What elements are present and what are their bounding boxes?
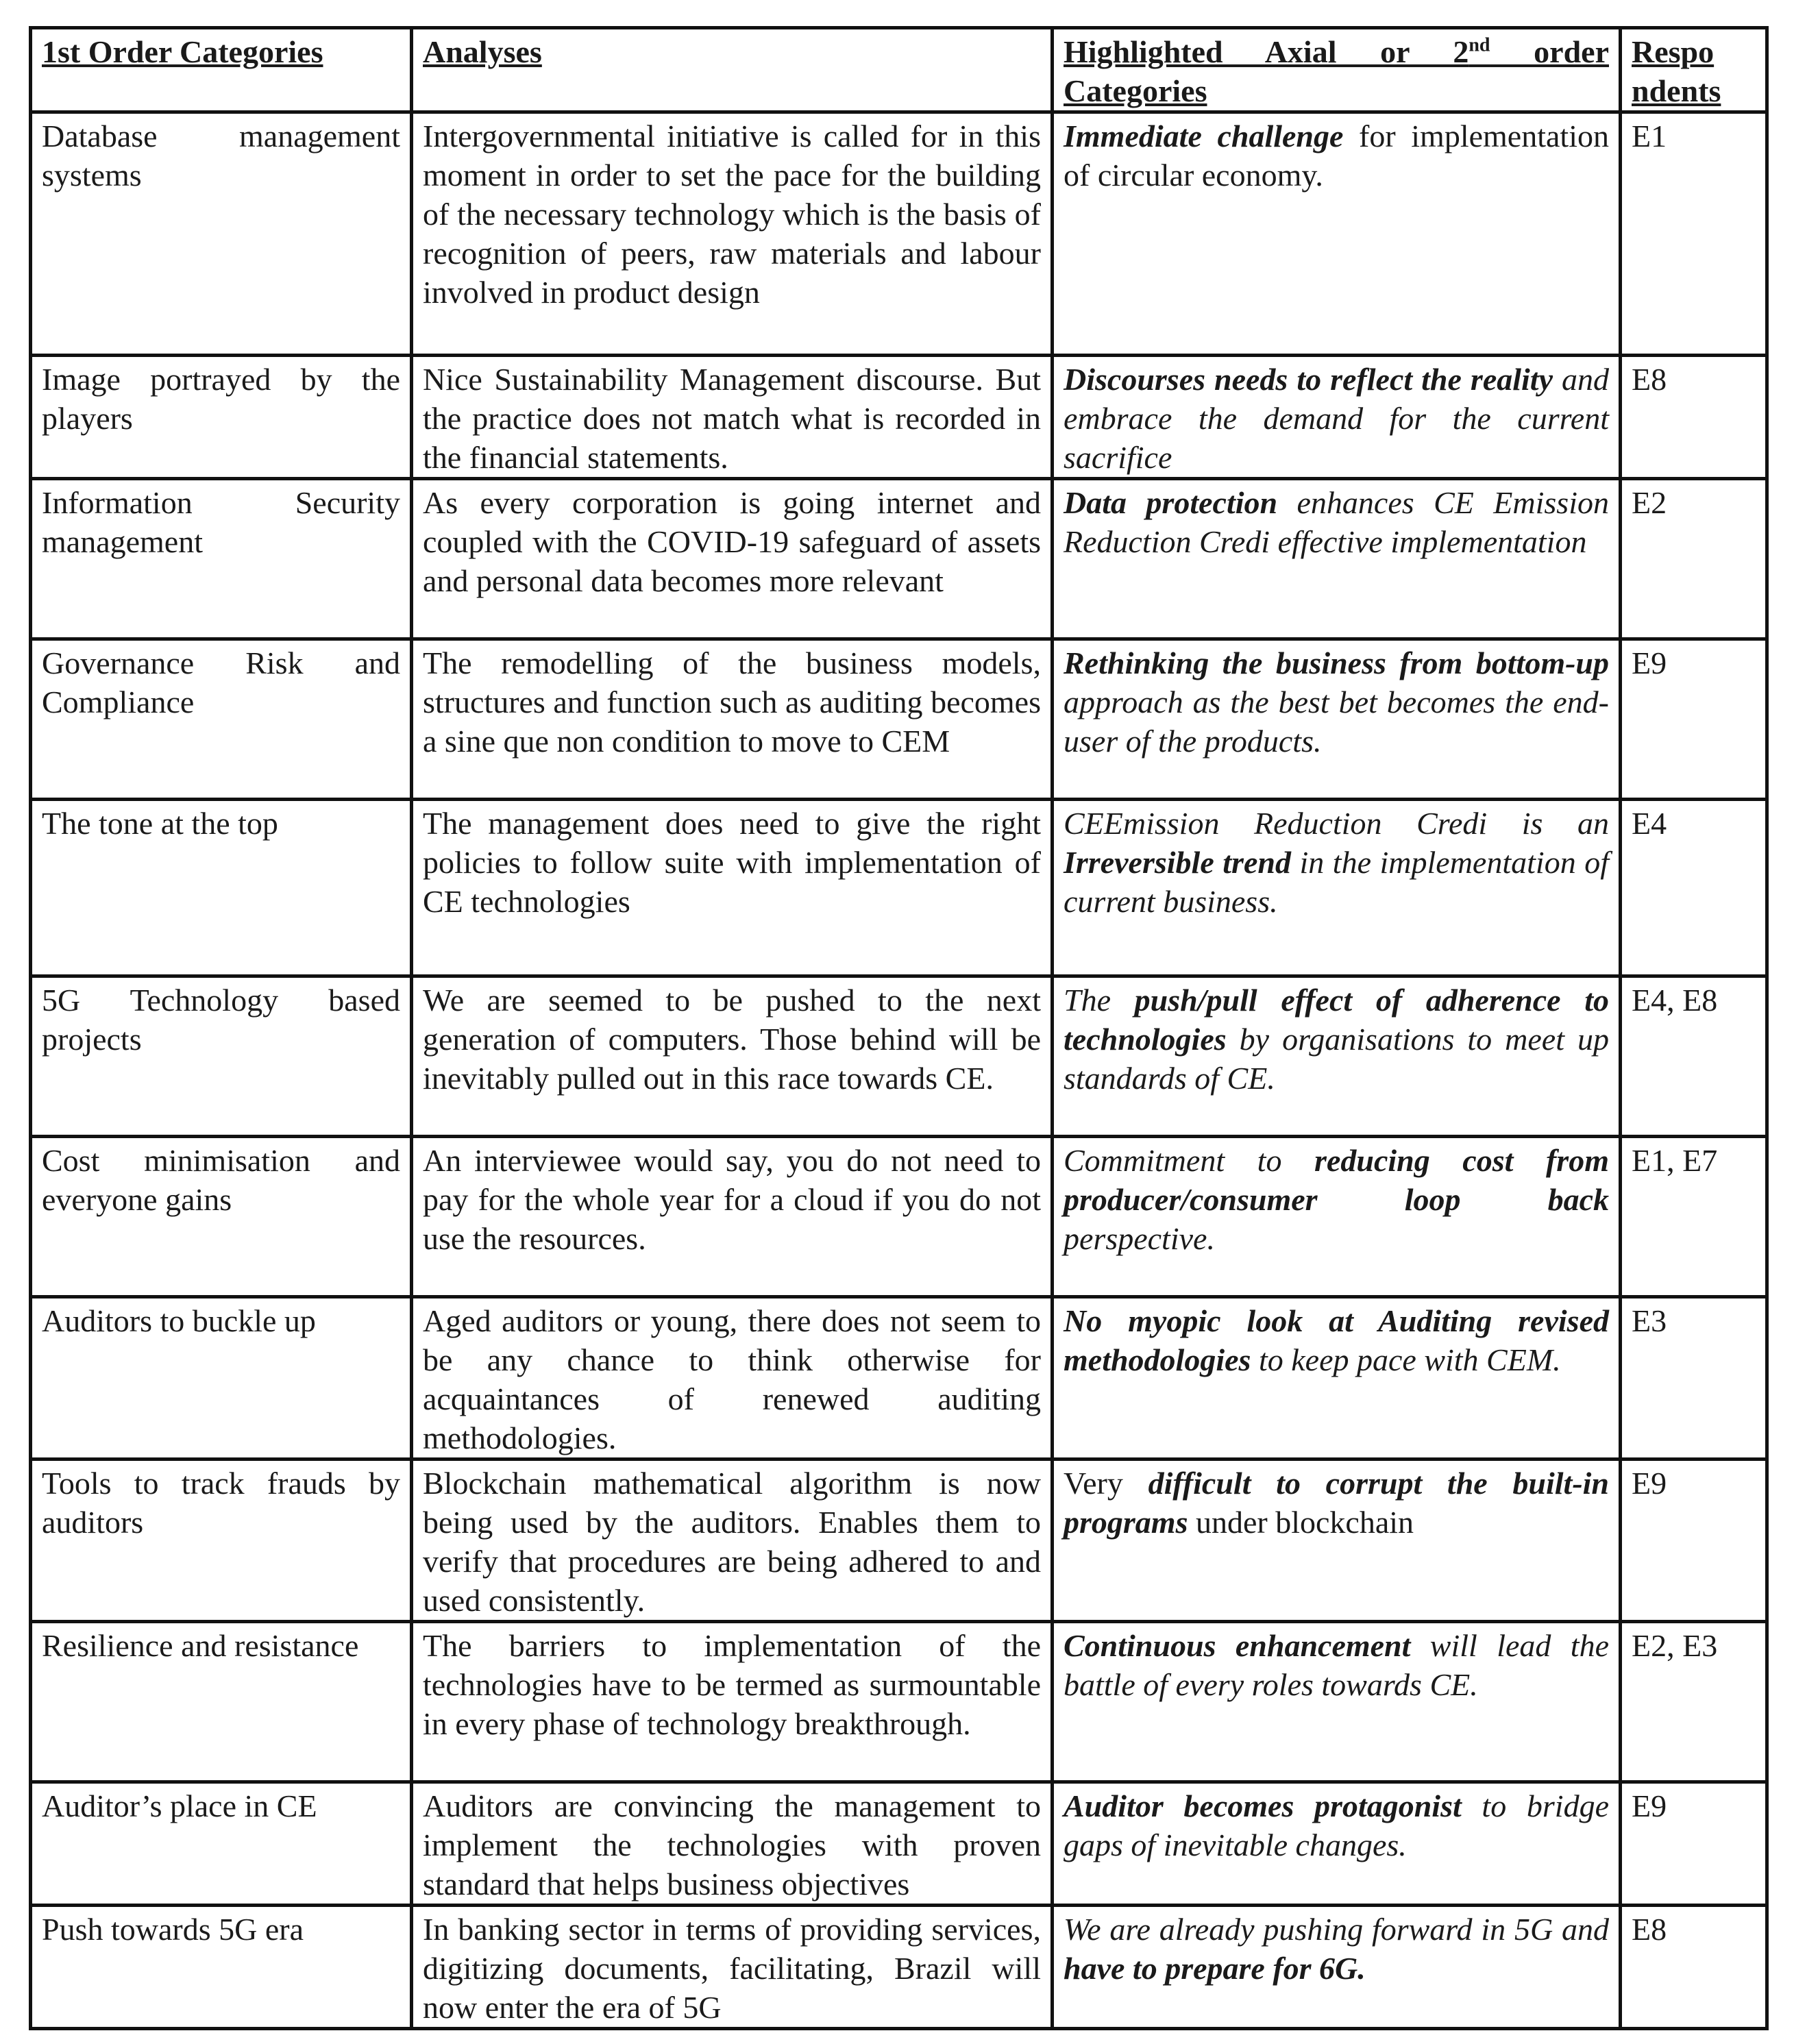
respondents-cell: E9: [1621, 639, 1767, 800]
analysis-cell: Auditors are convincing the management to implement the technologies with proven standard that helps business objectives: [412, 1782, 1053, 1906]
axial-text: will lead the battle of every roles towards CE.: [1064, 1628, 1609, 1702]
first-order-category: Image portrayed by the players: [31, 356, 412, 479]
header-analyses: Analyses: [412, 28, 1053, 112]
axial-text: enhances CE Emission Reduction Credi effective implementation: [1064, 485, 1609, 559]
axial-category-cell: [1053, 356, 1621, 479]
first-order-category: 5G Technology based projects: [31, 976, 412, 1137]
respondents-cell: E8: [1621, 356, 1767, 479]
axial-highlight: Rethinking the business from bottom-up: [1064, 645, 1609, 680]
axial-text: by organisations to meet up standards of CE.: [1064, 1022, 1609, 1096]
axial-highlight: have to prepare for 6G.: [1064, 1951, 1366, 1986]
axial-highlight: Data protection: [1064, 485, 1278, 520]
analysis-cell: An interviewee would say, you do not need to pay for the whole year for a cloud if you do not use the resources.: [412, 1137, 1053, 1297]
first-order-category: Auditor’s place in CE: [31, 1782, 412, 1906]
axial-highlight: No myopic look at Auditing revised methodologies: [1064, 1303, 1609, 1377]
respondents-cell: E4: [1621, 800, 1767, 976]
axial-text: approach as the best bet becomes the end-user of the products.: [1064, 685, 1609, 759]
first-order-category: Governance Risk and Compliance: [31, 639, 412, 800]
header-second-order-post: order Categories: [1064, 34, 1609, 108]
axial-category-cell: [1053, 976, 1621, 1137]
header-second-order-pre: Highlighted Axial or 2: [1064, 34, 1469, 69]
axial-highlight: Discourses needs to reflect the reality: [1064, 362, 1553, 397]
table-row: [31, 479, 1767, 639]
axial-text: Commitment to: [1064, 1143, 1315, 1178]
respondents-cell: E2, E3: [1621, 1622, 1767, 1782]
respondents-cell: E9: [1621, 1460, 1767, 1622]
axial-category-cell: [1053, 639, 1621, 800]
table-row: [31, 800, 1767, 976]
axial-category-cell: [1053, 1782, 1621, 1906]
respondents-cell: E2: [1621, 479, 1767, 639]
table-row: [31, 356, 1767, 479]
axial-highlight: Irreversible trend: [1064, 845, 1291, 880]
respondents-cell: E1, E7: [1621, 1137, 1767, 1297]
analysis-cell: Intergovernmental initiative is called for in this moment in order to set the pace for the building of the necessary technology which is the basis of recognition of peers, raw materials and labour involved in product design: [412, 112, 1053, 356]
analysis-cell: We are seemed to be pushed to the next generation of computers. Those behind will be inevitably pulled out in this race towards CE.: [412, 976, 1053, 1137]
first-order-category: Push towards 5G era: [31, 1906, 412, 2029]
table-row: [31, 1906, 1767, 2029]
axial-highlight: Auditor becomes protagonist: [1064, 1788, 1462, 1823]
first-order-category: Resilience and resistance: [31, 1622, 412, 1782]
respondents-cell: E1: [1621, 112, 1767, 356]
first-order-category: Tools to track frauds by auditors: [31, 1460, 412, 1622]
axial-text: to keep pace with CEM.: [1251, 1342, 1561, 1377]
respondents-cell: E8: [1621, 1906, 1767, 2029]
axial-highlight: reducing cost from producer/consumer loop back: [1064, 1143, 1609, 1217]
table-row: [31, 1297, 1767, 1460]
analysis-cell: In banking sector in terms of providing services, digitizing documents, facilitating, Brazil will now enter the era of 5G: [412, 1906, 1053, 2029]
header-row: [31, 28, 1767, 112]
table-row: [31, 639, 1767, 800]
axial-category-cell: [1053, 1460, 1621, 1622]
axial-highlight: push/pull effect of adherence to technologies: [1064, 983, 1609, 1057]
respondents-cell: E4, E8: [1621, 976, 1767, 1137]
analysis-cell: Nice Sustainability Management discourse. But the practice does not match what is recorded in the financial statements.: [412, 356, 1053, 479]
analysis-cell: As every corporation is going internet and coupled with the COVID-19 safeguard of assets and personal data becomes more relevant: [412, 479, 1053, 639]
axial-category-cell: [1053, 1297, 1621, 1460]
header-second-order-sup: nd: [1469, 34, 1490, 56]
first-order-category: The tone at the top: [31, 800, 412, 976]
axial-text: and embrace the demand for the current sacrifice: [1064, 362, 1609, 475]
analysis-cell: The remodelling of the business models, structures and function such as auditing becomes a sine que non condition to move to CEM: [412, 639, 1053, 800]
axial-category-cell: [1053, 800, 1621, 976]
axial-text: The: [1064, 983, 1135, 1018]
axial-highlight: difficult to corrupt the built-in programs: [1064, 1466, 1610, 1540]
table-row: [31, 1622, 1767, 1782]
analysis-cell: Aged auditors or young, there does not seem to be any chance to think otherwise for acquaintances of renewed auditing methodologies.: [412, 1297, 1053, 1460]
axial-text: to bridge gaps of inevitable changes.: [1064, 1788, 1609, 1862]
axial-text: for implementation of circular economy.: [1064, 119, 1609, 193]
axial-text: CEEmission Reduction Credi is an: [1064, 806, 1609, 841]
table-row: [31, 1460, 1767, 1622]
axial-category-cell: [1053, 479, 1621, 639]
first-order-category: Database management systems: [31, 112, 412, 356]
categories-table: [29, 26, 1769, 2030]
first-order-category: Cost minimisation and everyone gains: [31, 1137, 412, 1297]
axial-category-cell: [1053, 1137, 1621, 1297]
axial-text: Very: [1064, 1466, 1148, 1501]
header-respondents: Respo ndents: [1621, 28, 1767, 112]
analysis-cell: The barriers to implementation of the technologies have to be termed as surmountable in every phase of technology breakthrough.: [412, 1622, 1053, 1782]
analysis-cell: The management does need to give the right policies to follow suite with implementation of CE technologies: [412, 800, 1053, 976]
axial-category-cell: [1053, 112, 1621, 356]
header-first-order: 1st Order Categories: [31, 28, 412, 112]
first-order-category: Information Security management: [31, 479, 412, 639]
table-row: [31, 976, 1767, 1137]
respondents-cell: E9: [1621, 1782, 1767, 1906]
axial-category-cell: [1053, 1622, 1621, 1782]
first-order-category: Auditors to buckle up: [31, 1297, 412, 1460]
analysis-cell: Blockchain mathematical algorithm is now being used by the auditors. Enables them to verify that procedures are being adhered to and used consistently.: [412, 1460, 1053, 1622]
axial-text: in the implementation of current business.: [1064, 845, 1609, 919]
axial-text: We are already pushing forward in 5G and: [1064, 1912, 1609, 1947]
table-row: [31, 1137, 1767, 1297]
axial-text: under blockchain: [1188, 1505, 1414, 1540]
axial-highlight: Immediate challenge: [1064, 119, 1344, 153]
axial-category-cell: [1053, 1906, 1621, 2029]
axial-text: perspective.: [1064, 1221, 1215, 1256]
table-row: [31, 112, 1767, 356]
table-row: [31, 1782, 1767, 1906]
axial-highlight: Continuous enhancement: [1064, 1628, 1411, 1663]
respondents-cell: E3: [1621, 1297, 1767, 1460]
header-second-order: [1053, 28, 1621, 112]
